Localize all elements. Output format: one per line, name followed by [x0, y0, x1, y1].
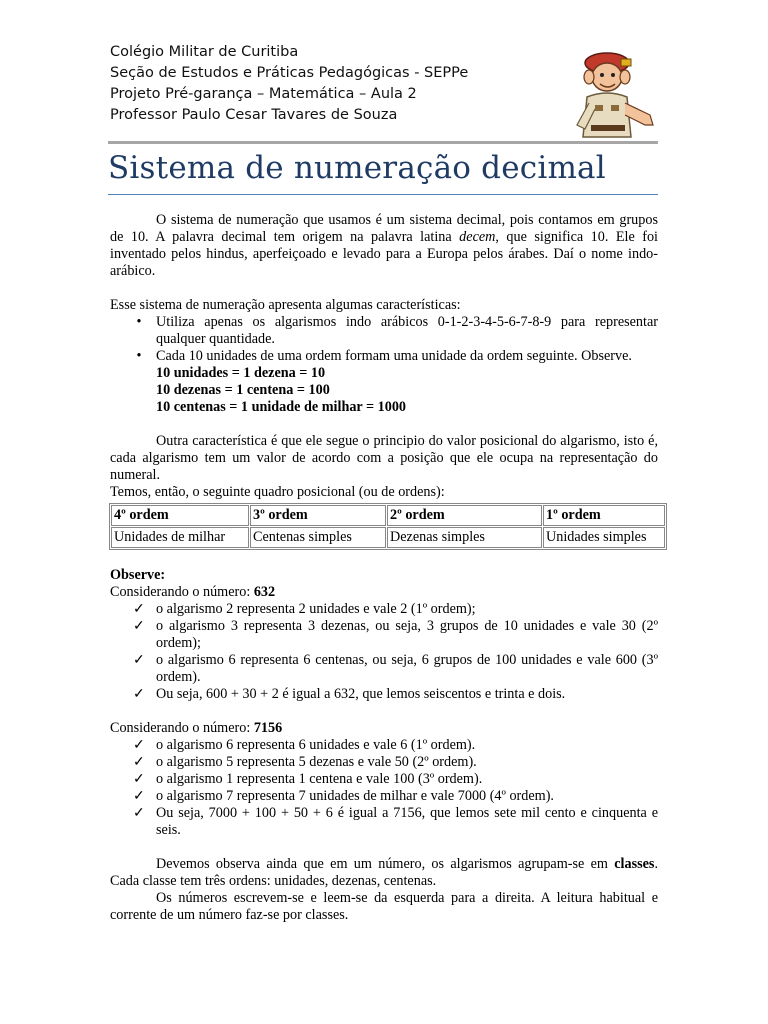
table-header-cell: 4º ordem [111, 505, 249, 526]
table-cell: Centenas simples [250, 527, 386, 548]
reading-paragraph: Os números escrevem-se e leem-se da esquerda para a direita. A leitura habitual e corrente de um número faz-se por classes. [110, 890, 658, 923]
rule-tens: 10 dezenas = 1 centena = 100 [156, 382, 330, 398]
table-cell: Unidades de milhar [111, 527, 249, 548]
list-item: ✓ o algarismo 5 representa 5 dezenas e vale 50 (2º ordem). [133, 754, 477, 770]
bullet-icon: • [136, 348, 142, 364]
positional-table [109, 503, 667, 550]
checkmark-icon: ✓ [133, 686, 145, 702]
checkmark-icon: ✓ [133, 805, 145, 821]
example-7156-lead: Considerando o número: 7156 [110, 720, 283, 736]
page-title: Sistema de numeração decimal [108, 150, 606, 186]
soldier-mascot-illustration [565, 45, 660, 140]
checkmark-icon: ✓ [133, 771, 145, 787]
positional-paragraph: Outra característica é que ele segue o principio do valor posicional do algarismo, isto é, cada algarismo tem um valor de acordo com a posição que ele ocupa na representação do numeral. [110, 433, 658, 483]
list-item: ✓ Ou seja, 600 + 30 + 2 é igual a 632, que lemos seiscentos e trinta e dois. [133, 686, 566, 702]
header-line-section: Seção de Estudos e Práticas Pedagógicas - SEPPe [110, 65, 469, 81]
rule-hundreds: 10 centenas = 1 unidade de milhar = 1000 [156, 399, 407, 415]
table-cell: Dezenas simples [387, 527, 542, 548]
checkmark-icon: ✓ [133, 601, 145, 617]
rule-units: 10 unidades = 1 dezena = 10 [156, 365, 326, 381]
list-item: ✓ o algarismo 2 representa 2 unidades e vale 2 (1º ordem); [133, 601, 476, 617]
list-item: ✓ o algarismo 7 representa 7 unidades de milhar e vale 7000 (4º ordem). [133, 788, 554, 804]
table-header-cell: 1º ordem [543, 505, 665, 526]
bullet-icon: • [136, 314, 142, 330]
checkmark-icon: ✓ [133, 618, 145, 634]
checkmark-icon: ✓ [133, 754, 145, 770]
header-line-project: Projeto Pré-garança – Matemática – Aula 2 [110, 86, 417, 102]
school-header [110, 42, 468, 126]
list-item: • Utiliza apenas os algarismos indo arábicos 0-1-2-3-4-5-6-7-8-9 para representar qualquer quantidade. [110, 314, 658, 348]
table-row [111, 527, 665, 548]
document-body [110, 212, 658, 924]
checkmark-icon: ✓ [133, 788, 145, 804]
classes-paragraph: Devemos observa ainda que em um número, os algarismos agrupam-se em classes. Cada classe tem três ordens: unidades, dezenas, centenas. [110, 856, 658, 889]
table-header-cell: 2º ordem [387, 505, 542, 526]
header-divider [108, 141, 658, 144]
list-item: ✓ o algarismo 6 representa 6 centenas, ou seja, 6 grupos de 100 unidades e vale 600 (3º ordem). [133, 652, 658, 685]
list-item: • Cada 10 unidades de uma ordem formam uma unidade da ordem seguinte. Observe. [110, 348, 658, 365]
header-line-teacher: Professor Paulo Cesar Tavares de Souza [110, 107, 398, 123]
table-header-cell: 3º ordem [250, 505, 386, 526]
table-header-row [111, 505, 665, 526]
checkmark-icon: ✓ [133, 652, 145, 668]
positional-table-lead: Temos, então, o seguinte quadro posicional (ou de ordens): [110, 484, 445, 500]
title-underline [108, 194, 658, 195]
example-632-lead: Considerando o número: 632 [110, 584, 276, 600]
list-item: ✓ Ou seja, 7000 + 100 + 50 + 6 é igual a 7156, que lemos sete mil cento e cinquenta e seis. [133, 805, 658, 838]
header-line-school: Colégio Militar de Curitiba [110, 44, 299, 60]
intro-paragraph: O sistema de numeração que usamos é um sistema decimal, pois contamos em grupos de 10. A palavra decimal tem origem na palavra latina decem, que significa 10. Ele foi inventado pelos hindus, aperfeiçoado e levado para a Europa pelos árabes. Daí o nome indo-arábico. [110, 212, 658, 279]
list-item: ✓ o algarismo 1 representa 1 centena e vale 100 (3º ordem). [133, 771, 483, 787]
characteristics-lead: Esse sistema de numeração apresenta algumas características: [110, 297, 461, 313]
list-item: ✓ o algarismo 3 representa 3 dezenas, ou seja, 3 grupos de 10 unidades e vale 30 (2º ordem); [133, 618, 658, 651]
table-cell: Unidades simples [543, 527, 665, 548]
list-item: ✓ o algarismo 6 representa 6 unidades e vale 6 (1º ordem). [133, 737, 476, 753]
observe-label: Observe: [110, 567, 166, 583]
checkmark-icon: ✓ [133, 737, 145, 753]
